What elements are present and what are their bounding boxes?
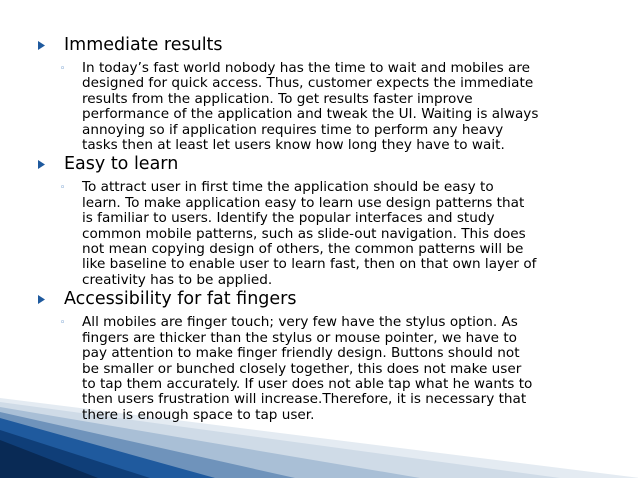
section-immediate-results <box>38 35 610 153</box>
paragraph-line: creativity has to be applied. <box>82 271 273 288</box>
section-heading <box>38 289 610 310</box>
triangle-bullet-icon <box>38 295 45 304</box>
section-paragraph <box>38 61 610 153</box>
paragraph-line: performance of the application and tweak the UI. Waiting is always <box>82 106 539 123</box>
circle-bullet-icon: ◦ <box>60 183 66 194</box>
section-paragraph <box>38 180 610 288</box>
section-accessibility-fat-fingers <box>38 289 610 423</box>
paragraph-line: then users frustration will increase.Therefore, it is necessary that <box>82 391 527 408</box>
paragraph-line: In today’s fast world nobody has the time to wait and mobiles are <box>82 60 531 76</box>
paragraph-line: tasks then at least let users know how long they have to wait. <box>82 137 505 154</box>
section-heading-text: Accessibility for fat fingers <box>64 289 297 310</box>
bullet-list <box>38 35 610 424</box>
triangle-bullet-icon <box>38 41 45 50</box>
section-heading <box>38 35 610 56</box>
paragraph-line: To attract user in first time the application should be easy to <box>82 179 494 196</box>
paragraph-line: there is enough space to tap user. <box>82 406 315 423</box>
paragraph-line: results from the application. To get results faster improve <box>82 90 473 107</box>
paragraph-line: pay attention to make finger friendly design. Buttons should not <box>82 345 520 362</box>
paragraph-line: like baseline to enable user to learn fast, then on that own layer of <box>82 256 537 273</box>
paragraph-line: learn. To make application easy to learn use design patterns that <box>82 194 525 211</box>
paragraph-line: designed for quick access. Thus, customer expects the immediate <box>82 75 534 92</box>
section-heading-text: Easy to learn <box>64 154 179 175</box>
paragraph-line: is familiar to users. Identify the popular interfaces and study <box>82 210 495 227</box>
circle-bullet-icon: ◦ <box>60 318 66 329</box>
circle-bullet-icon: ◦ <box>60 64 66 74</box>
section-paragraph <box>38 315 610 423</box>
section-easy-to-learn <box>38 154 610 288</box>
paragraph-line: be smaller or bunched closely together, this does not make user <box>82 360 522 377</box>
paragraph-line: not mean copying design of others, the common patterns will be <box>82 241 524 258</box>
paragraph-line: common mobile patterns, such as slide-out navigation. This does <box>82 225 526 242</box>
triangle-bullet-icon <box>38 160 45 169</box>
section-heading <box>38 154 610 175</box>
paragraph-line: All mobiles are finger touch; very few have the stylus option. As <box>82 314 518 331</box>
paragraph-line: annoying so if application requires time to perform any heavy <box>82 121 504 138</box>
paragraph-line: fingers are thicker than the stylus or mouse pointer, we have to <box>82 329 517 346</box>
section-heading-text: Immediate results <box>64 35 223 55</box>
paragraph-line: to tap them accurately. If user does not able tap what he wants to <box>82 375 533 392</box>
